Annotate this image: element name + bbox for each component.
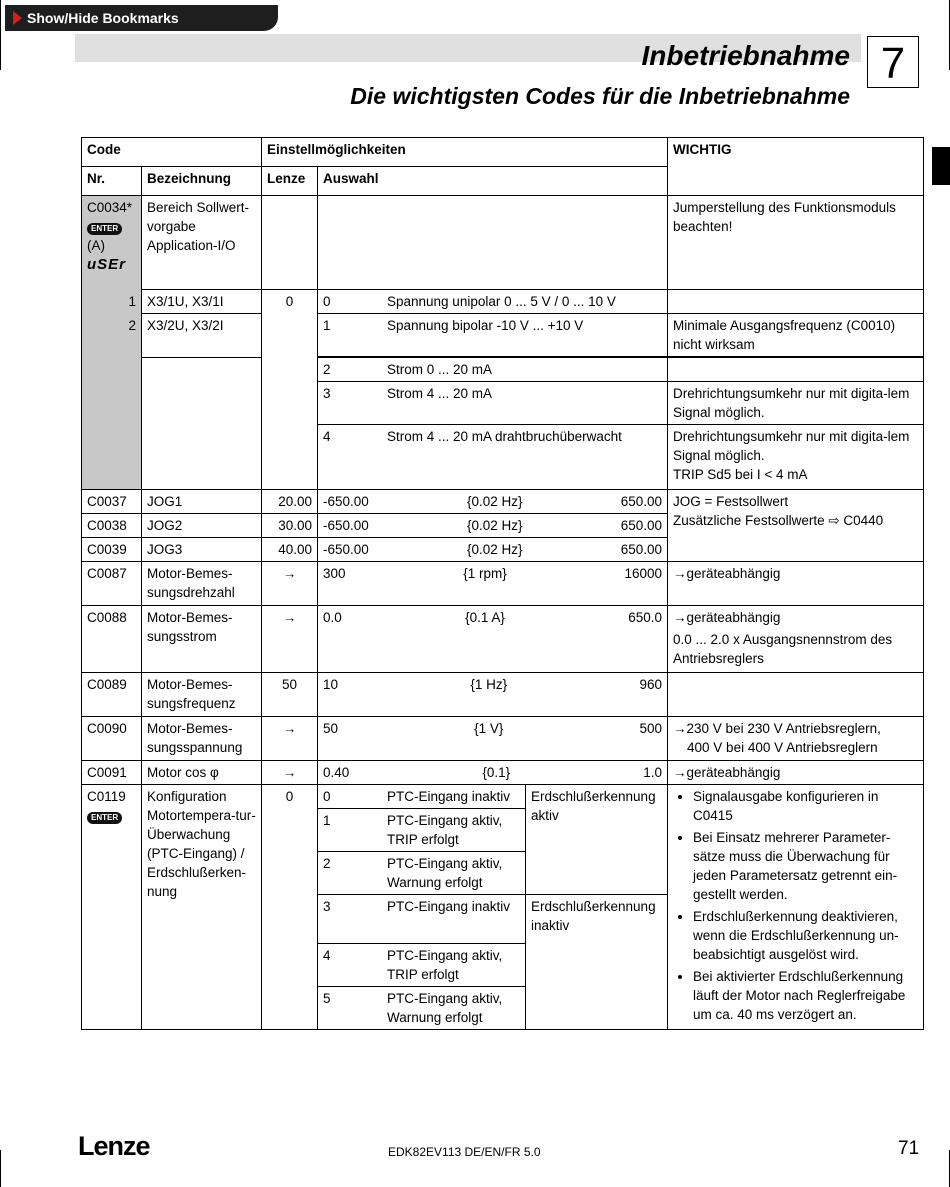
important-cell: [668, 358, 924, 382]
selection-option: 3 PTC-Eingang inaktiv: [318, 895, 526, 944]
table-row: [82, 314, 924, 357]
range-cell: 300 {1 rpm} 16000: [318, 562, 668, 606]
selection-option: 4 PTC-Eingang aktiv, TRIP erfolgt: [318, 944, 526, 987]
table-row: [82, 562, 924, 606]
range-cell: 0.0 {0.1 A} 650.0: [318, 606, 668, 673]
selection-option: 0 Spannung unipolar 0 ... 5 V / 0 ... 10 V: [318, 290, 668, 314]
range-cell: 10 {1 Hz} 960: [318, 673, 668, 717]
selection-option: 1 PTC-Eingang aktiv, TRIP erfolgt: [318, 809, 526, 852]
selection-cell: [318, 196, 668, 290]
important-cell: [668, 290, 924, 314]
lenze-cell: [262, 196, 318, 290]
important-cell: JOG = Festsollwert Zusätzliche Festsollwerte ⇨ C0440: [668, 490, 924, 562]
selection-option: 2 Strom 0 ... 20 mA: [318, 358, 668, 382]
important-cell: Jumperstellung des Funktionsmoduls beachten!: [668, 196, 924, 290]
code-cell: C0089: [82, 673, 142, 717]
code-cell: C0038: [82, 514, 142, 538]
page-subtitle: Die wichtigsten Codes für die Inbetriebnahme: [350, 83, 850, 109]
header-lenze: Lenze: [262, 167, 318, 196]
table-row: [82, 606, 924, 673]
lenze-cell: →: [262, 606, 318, 673]
earth-detection-cell: Erdschlußerkennung aktiv: [526, 785, 668, 895]
table-row: [82, 761, 924, 785]
important-cell: →230 V bei 230 V Antriebsreglern, 400 V bei 400 V Antriebsreglern: [668, 717, 924, 761]
code-access: (A): [87, 238, 105, 253]
page-number: 71: [898, 1138, 920, 1159]
page-title: Inbetriebnahme: [641, 40, 850, 71]
lenze-cell: →: [262, 761, 318, 785]
name-cell: JOG1: [142, 490, 262, 514]
table-row: [82, 490, 924, 514]
selection-option: 4 Strom 4 ... 20 mA drahtbruchüberwacht: [318, 425, 668, 490]
header-name: Bezeichnung: [142, 167, 262, 196]
name-cell: JOG3: [142, 538, 262, 562]
header-nr: Nr.: [82, 167, 142, 196]
triangle-right-icon: [13, 11, 22, 25]
lenze-logo: Lenze: [78, 1131, 150, 1161]
sub-name: X3/2U, X3/2I: [142, 314, 262, 358]
selection-option: 1 Spannung bipolar -10 V ... +10 V: [318, 314, 668, 357]
bookmarks-label: Show/Hide Bookmarks: [27, 10, 179, 26]
table-row: [82, 785, 924, 809]
name-cell: Motor-Bemes-sungsstrom: [142, 606, 262, 673]
name-cell: Motor-Bemes-sungsfrequenz: [142, 673, 262, 717]
lenze-cell: 30.00: [262, 514, 318, 538]
crop-mark: [0, 0, 1, 70]
code-cell: C0119 ENTER: [82, 785, 142, 1030]
name-cell: JOG2: [142, 514, 262, 538]
important-cell: Minimale Ausgangsfrequenz (C0010) nicht wirksam: [668, 314, 924, 357]
lenze-cell: 50: [262, 673, 318, 717]
code-cell: C0087: [82, 562, 142, 606]
selection-option: 5 PTC-Eingang aktiv, Warnung erfolgt: [318, 987, 526, 1030]
important-cell: →geräteabhängig: [668, 562, 924, 606]
selection-option: 2 PTC-Eingang aktiv, Warnung erfolgt: [318, 852, 526, 895]
important-cell: • Signalausgabe konfigurieren in C0415 • Bei Einsatz mehrerer Parameter-sätze muss die Überwachung für jeden Parametersatz getrennt ein-gestellt werden. • Erdschlußerkennung deaktivieren, wenn die Erdschlußerkennung un-beabsichtigt ausgelöst wird. • Bei aktivierter Erdschlußerkennung läuft der Motor nach Reglerfreigabe um ca. 40 ms verzögert an.: [668, 785, 924, 1030]
lenze-cell: →: [262, 562, 318, 606]
table-header-row: [82, 138, 924, 167]
show-hide-bookmarks-button[interactable]: [5, 5, 278, 31]
sub-nr: 2: [82, 314, 142, 358]
table-row: [82, 196, 924, 290]
header-settings: Einstellmöglichkeiten: [262, 138, 668, 167]
important-cell: →geräteabhängig 0.0 ... 2.0 x Ausgangsnennstrom des Antriebsreglers: [668, 606, 924, 673]
sub-name: X3/1U, X3/1I: [142, 290, 262, 314]
selection-option: 0 PTC-Eingang inaktiv: [318, 785, 526, 809]
range-cell: -650.00 {0.02 Hz} 650.00: [318, 538, 668, 562]
code-cell: [82, 196, 142, 290]
codes-table: [81, 137, 924, 1030]
chapter-number: 7: [867, 36, 919, 88]
range-cell: 50 {1 V} 500: [318, 717, 668, 761]
user-menu-icon: uSEr: [87, 256, 127, 273]
name-cell: Motor-Bemes-sungsdrehzahl: [142, 562, 262, 606]
range-cell: -650.00 {0.02 Hz} 650.00: [318, 490, 668, 514]
crop-mark: [0, 1150, 1, 1187]
table-row: [82, 673, 924, 717]
code-cell: C0091: [82, 761, 142, 785]
important-cell: →geräteabhängig: [668, 761, 924, 785]
name-cell: Motor-Bemes-sungsspannung: [142, 717, 262, 761]
lenze-cell: →: [262, 717, 318, 761]
enter-key-icon: ENTER: [87, 223, 122, 235]
table-row: [82, 358, 924, 382]
lenze-cell: [262, 314, 318, 490]
selection-option: 3 Strom 4 ... 20 mA: [318, 382, 668, 425]
header-important: WICHTIG: [668, 138, 924, 196]
sub-nr: 1: [82, 290, 142, 314]
name-cell: Motor cos φ: [142, 761, 262, 785]
name-cell: Bereich Sollwert-vorgabe Application-I/O: [142, 196, 262, 290]
name-cell: Konfiguration Motortempera-tur-Überwachung (PTC-Eingang) / Erdschlußerken-nung: [142, 785, 262, 1030]
chapter-tab-marker: [932, 147, 950, 185]
important-cell: [668, 673, 924, 717]
enter-key-icon: ENTER: [87, 812, 122, 824]
lenze-cell: 20.00: [262, 490, 318, 514]
earth-detection-cell: Erdschlußerkennung inaktiv: [526, 895, 668, 1030]
range-cell: 0.40 {0.1} 1.0: [318, 761, 668, 785]
name-cell: [142, 358, 262, 490]
code-cell: C0088: [82, 606, 142, 673]
range-cell: -650.00 {0.02 Hz} 650.00: [318, 514, 668, 538]
header-selection: Auswahl: [318, 167, 668, 196]
code-cell: [82, 358, 142, 490]
important-cell: Drehrichtungsumkehr nur mit digita-lem Signal möglich.: [668, 382, 924, 425]
lenze-cell: 0: [262, 290, 318, 314]
table-row: [82, 717, 924, 761]
code-cell: C0090: [82, 717, 142, 761]
code-cell: C0039: [82, 538, 142, 562]
table-row: [82, 290, 924, 314]
code-cell: C0037: [82, 490, 142, 514]
important-cell: Drehrichtungsumkehr nur mit digita-lem Signal möglich. TRIP Sd5 bei I < 4 mA: [668, 425, 924, 490]
document-id: EDK82EV113 DE/EN/FR 5.0: [388, 1145, 541, 1159]
lenze-cell: 0: [262, 785, 318, 1030]
code-number: C0034*: [87, 200, 133, 215]
header-code: Code: [82, 138, 262, 167]
lenze-cell: 40.00: [262, 538, 318, 562]
